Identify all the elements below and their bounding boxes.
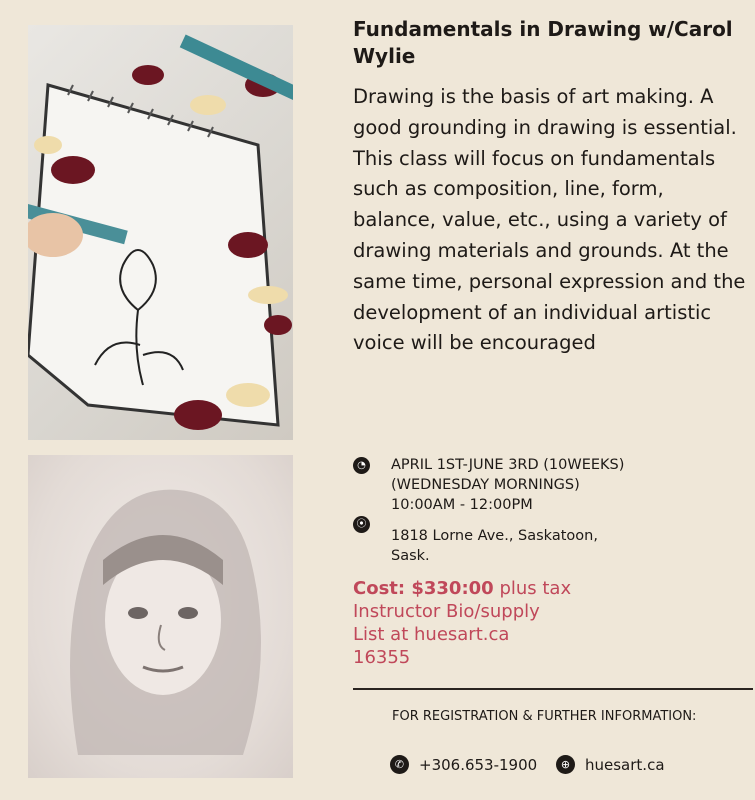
cost-suffix: plus tax xyxy=(493,578,572,599)
course-code: 16355 xyxy=(353,647,411,668)
address-line-1: 1818 Lorne Ave., Saskatoon, xyxy=(391,528,598,544)
schedule-dates: APRIL 1ST-JUNE 3RD (10WEEKS) xyxy=(391,457,625,473)
globe-icon: ⊕ xyxy=(556,755,575,774)
course-description: Drawing is the basis of art making. A good grounding in drawing is essential. This class will focus on fundamentals such as composition, line, form, balance, value, etc., using a variety of drawing materials and grounds. At the same time, personal expression and the development of an individual artistic voice will be encouraged xyxy=(353,85,746,355)
cost-label: Cost: $330:00 xyxy=(353,578,494,599)
cost-info xyxy=(353,577,571,669)
schedule-days: (WEDNESDAY MORNINGS) xyxy=(391,477,580,493)
schedule-time: 10:00AM - 12:00PM xyxy=(391,497,533,513)
clock-icon: ◔ xyxy=(353,457,370,474)
website-link[interactable]: huesart.ca xyxy=(585,755,665,774)
instructor-bio-line: Instructor Bio/supply xyxy=(353,601,540,622)
registration-heading: FOR REGISTRATION & FURTHER INFORMATION: xyxy=(392,709,697,724)
phone-contact[interactable] xyxy=(390,755,537,774)
sketchbook-tulip-photo xyxy=(28,25,293,440)
address-line-2: Sask. xyxy=(391,548,430,564)
supply-list-line: List at huesart.ca xyxy=(353,624,510,645)
location-info xyxy=(353,518,743,566)
schedule-info xyxy=(353,455,743,515)
course-title: Fundamentals in Drawing w/Carol Wylie xyxy=(353,17,733,68)
phone-number[interactable]: +306.653-1900 xyxy=(419,755,538,774)
phone-icon: ✆ xyxy=(390,755,409,774)
website-contact[interactable] xyxy=(556,755,665,774)
divider xyxy=(353,688,753,690)
girl-portrait-drawing xyxy=(28,455,293,778)
map-pin-icon: ⦿ xyxy=(353,516,370,533)
